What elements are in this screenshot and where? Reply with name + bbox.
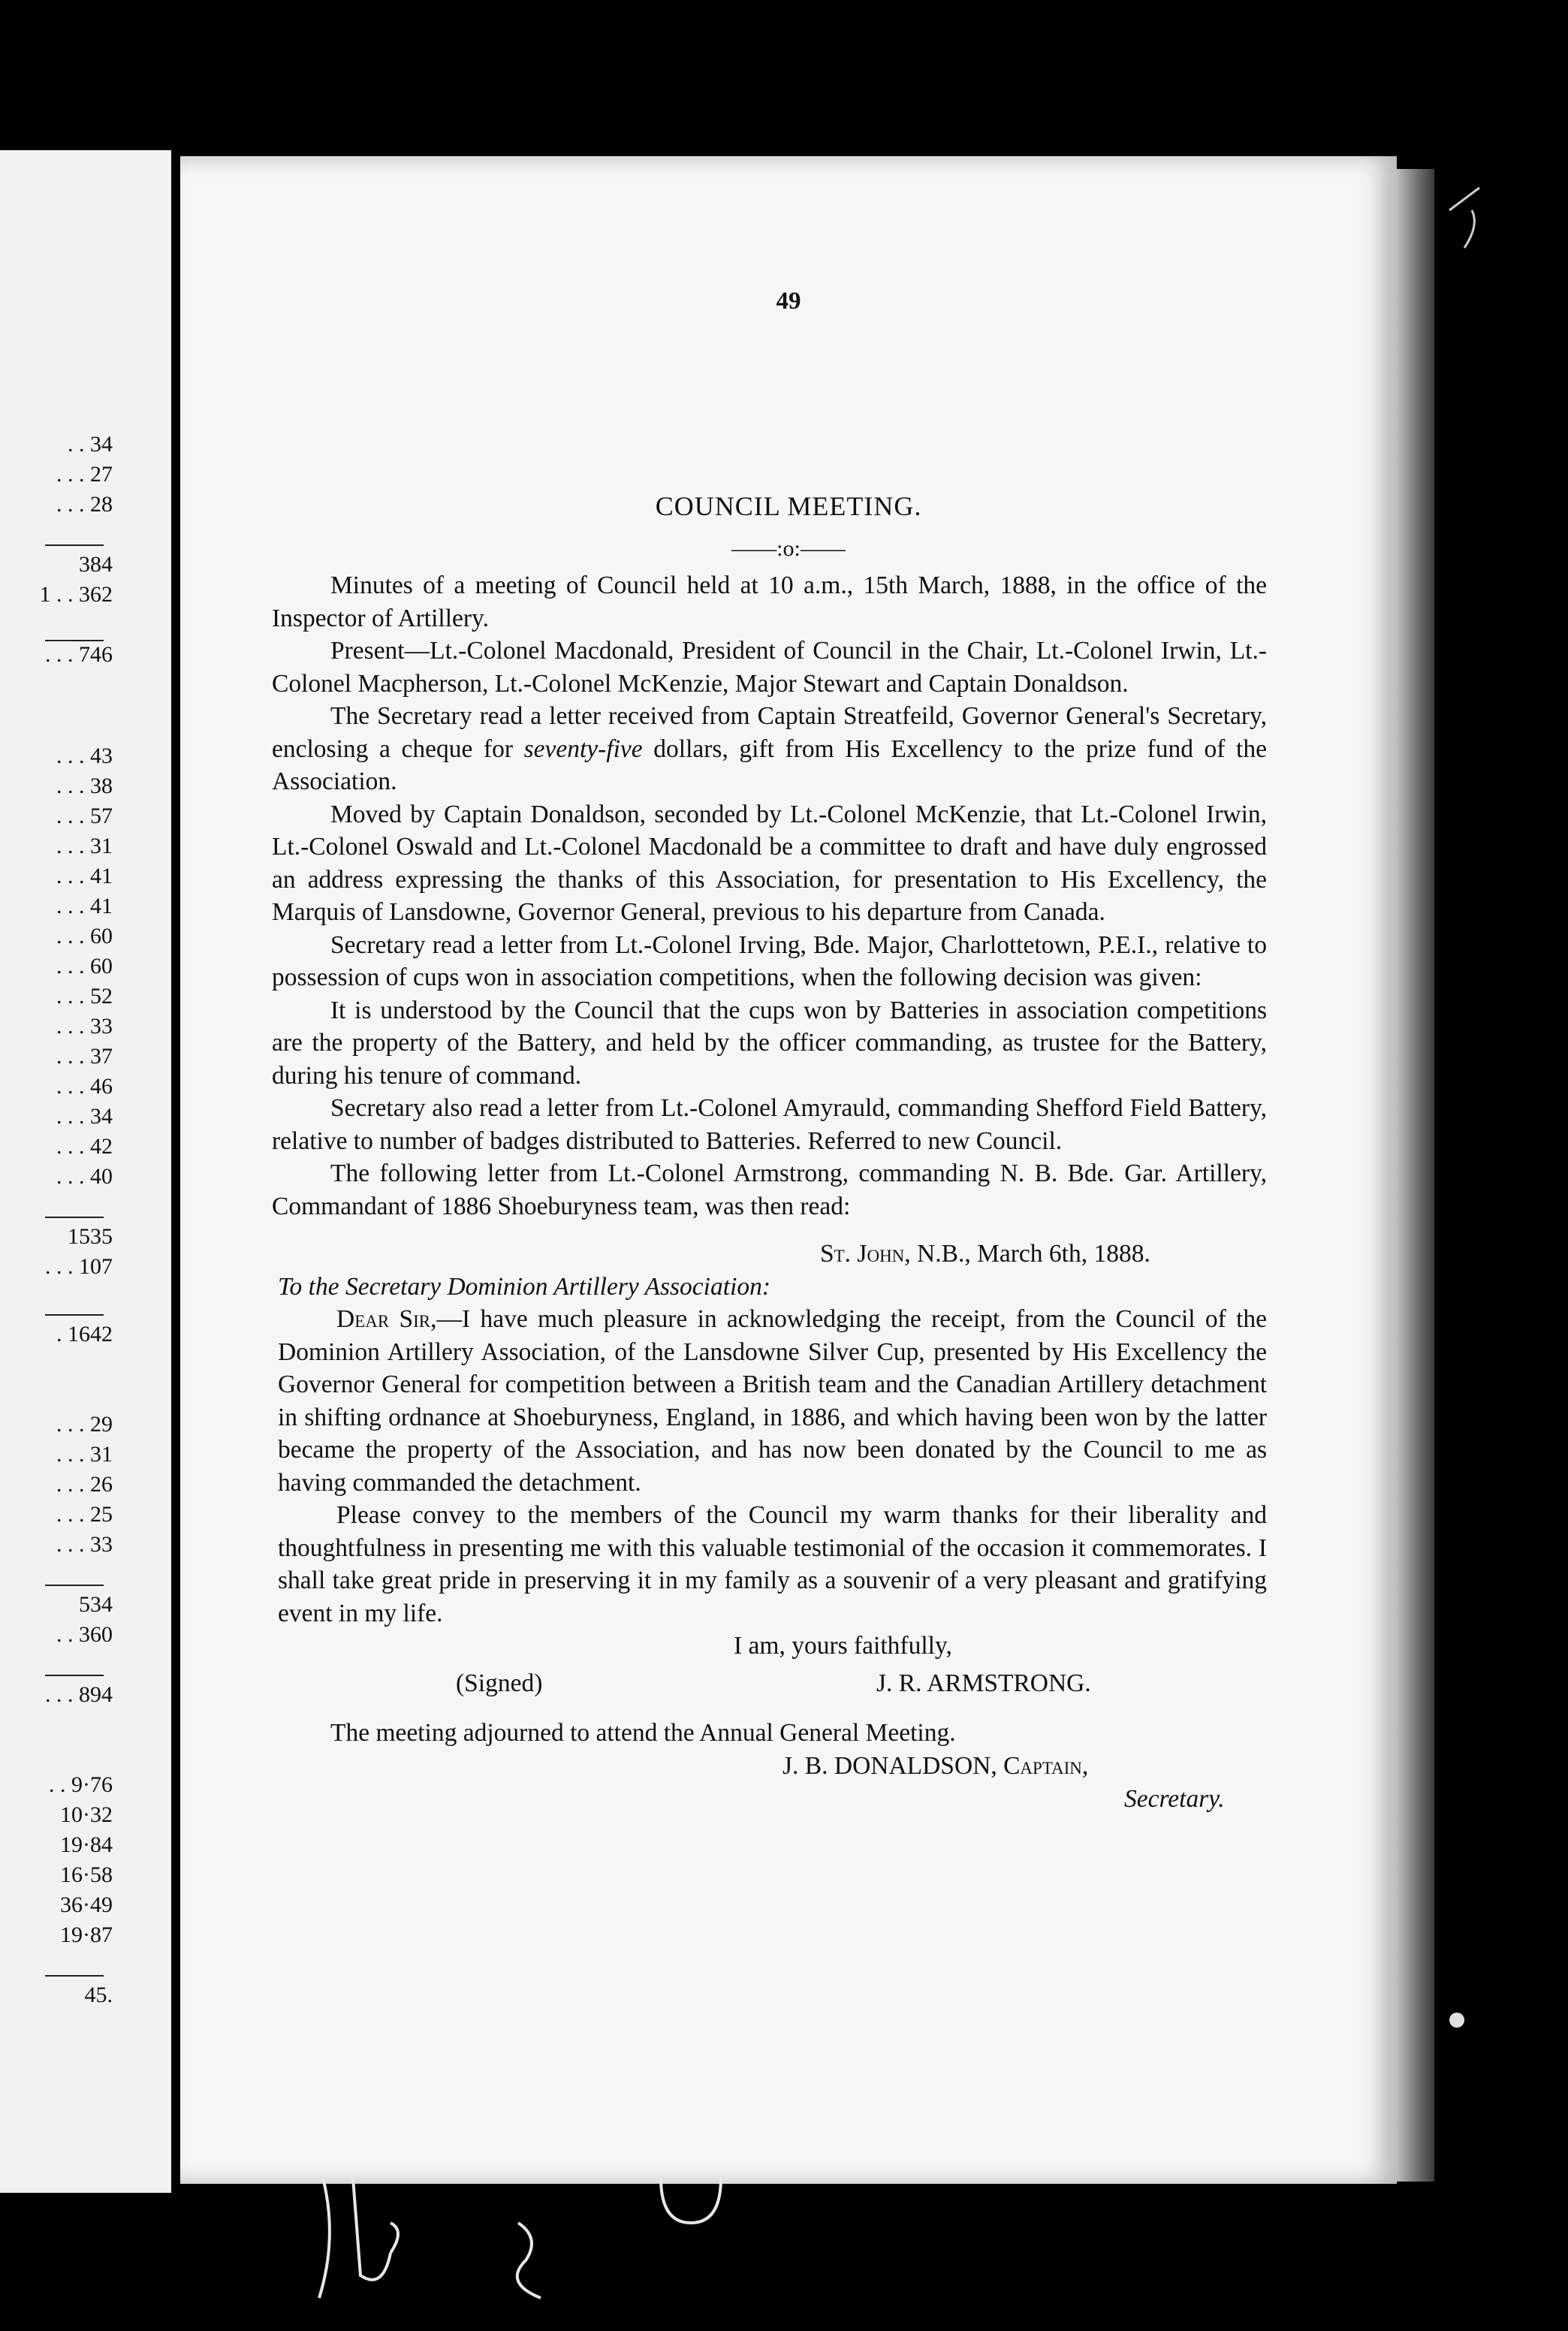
- left-page-row: . . . 26: [56, 1472, 113, 1497]
- left-page-row: 1535: [68, 1224, 113, 1249]
- left-page-row: 10·32: [60, 1802, 113, 1827]
- left-page-row: . . . 43: [56, 743, 113, 768]
- letter-addressee-text: To the Secretary Dominion Artillery Association:: [278, 1272, 770, 1301]
- left-page-row: . . . 33: [56, 1014, 113, 1039]
- left-page-row: . . . 31: [56, 834, 113, 858]
- letter-date: , N.B., March 6th, 1888.: [904, 1240, 1150, 1268]
- paragraph-irving-letter: Secretary read a letter from Lt.-Colonel Irving, Bde. Major, Charlottetown, P.E.I., relative to possession of cups won in association competitions, when the following decision was given:: [272, 930, 1267, 991]
- left-page-row: . . . 46: [56, 1074, 113, 1099]
- left-page-row: . . 360: [56, 1622, 113, 1647]
- paragraph-decision: It is understood by the Council that the cups won by Batteries in association competitions are the property of the Battery, and held by the officer commanding, as trustee for the Battery, during his tenure of command.: [272, 996, 1267, 1090]
- left-page-row: . . . 31: [56, 1442, 113, 1467]
- left-page-row: 45.: [84, 1983, 113, 2007]
- secretary-rank: Captain: [1003, 1751, 1082, 1780]
- signer-name: J. R. ARMSTRONG.: [876, 1669, 1091, 1697]
- left-page-row: . . . 746: [45, 642, 113, 667]
- secretary-title: Secretary.: [1124, 1784, 1225, 1813]
- left-page-row: . . . 40: [56, 1164, 113, 1189]
- left-page-row: 19·84: [60, 1832, 113, 1857]
- left-page-row: 534: [79, 1592, 113, 1617]
- left-page-row: 19·87: [60, 1922, 113, 1947]
- ornament-divider: ——:o:——: [731, 536, 846, 561]
- amount-italic: seventy-five: [523, 734, 643, 763]
- left-page-row: . . . 27: [56, 462, 113, 487]
- paragraph-armstrong-intro: The following letter from Lt.-Colonel Armstrong, commanding N. B. Bde. Gar. Artillery, Commandant of 1886 Shoeburyness team, was then read:: [272, 1159, 1267, 1220]
- left-page-row: . . . 42: [56, 1134, 113, 1159]
- paragraph-cheque-part-2: dollars, gift from His Excellency to the prize fund of the Association.: [272, 734, 1267, 795]
- left-page-row: . . . 37: [56, 1044, 113, 1069]
- left-page-row: . . . 34: [56, 1104, 113, 1129]
- left-page-row: . . . 25: [56, 1502, 113, 1527]
- left-page-row: . . . 33: [56, 1532, 113, 1557]
- left-page-row: . . 34: [68, 432, 113, 457]
- letter-closing: I am, yours faithfully,: [734, 1632, 952, 1660]
- left-page-row: . . . 41: [56, 864, 113, 888]
- left-page-row: . . . 60: [56, 954, 113, 979]
- left-page-row: . . . 57: [56, 804, 113, 828]
- paragraph-minutes: Minutes of a meeting of Council held at 10 a.m., 15th March, 1888, in the office of the Inspector of Artillery.: [272, 571, 1267, 632]
- left-page-row: . . . 41: [56, 894, 113, 918]
- letter-paragraph-1-text: ,—I have much pleasure in acknowledging the receipt, from the Council of the Dominion Artillery Association, of the Lansdowne Silver Cup, presented by His Excellency the Governor General for competition between a British team and the Canadian Artillery detachment in shifting ordnance at Shoeburyness, England, in 1886, and which having been won by the latter became the property of the Association, and has now been donated by the Council to me as having commanded the detachment.: [278, 1305, 1267, 1497]
- left-page-row: . . . 28: [56, 492, 113, 517]
- left-page-row: . . . 38: [56, 773, 113, 798]
- left-page-row: . . . 60: [56, 924, 113, 948]
- page-number: 49: [776, 288, 801, 315]
- paragraph-amyrauld-letter: Secretary also read a letter from Lt.-Colonel Amyrauld, commanding Shefford Field Battery, relative to number of badges distributed to Batteries. Referred to new Council.: [272, 1094, 1267, 1155]
- left-page-row: . . 9·76: [49, 1772, 113, 1797]
- secretary-name: J. B. DONALDSON,: [782, 1751, 1004, 1780]
- left-page-row: 16·58: [60, 1862, 113, 1887]
- left-page-row: . . . 52: [56, 984, 113, 1009]
- secretary-rank-comma: ,: [1081, 1751, 1089, 1780]
- letter-place: St. John: [820, 1240, 905, 1268]
- signed-label: (Signed): [456, 1669, 543, 1697]
- left-page-row: . . . 107: [45, 1254, 113, 1279]
- paragraph-cheque-part-1: The Secretary read a letter received from Captain Streatfeild, Governor General's Secretary, enclosing a cheque for: [272, 702, 1267, 763]
- letter-paragraph-2: Please convey to the members of the Council my warm thanks for their liberality and thoughtfulness in presenting me with this valuable testimonial of the occasion it commemorates. I shall take great pride in preserving it in my family as a souvenir of a very pleasant and gratifying event in my life.: [278, 1501, 1267, 1627]
- left-page-row: 36·49: [60, 1892, 113, 1917]
- paragraph-motion: Moved by Captain Donaldson, seconded by Lt.-Colonel McKenzie, that Lt.-Colonel Irwin, Lt.-Colonel Oswald and Lt.-Colonel Macdonald be a committee to draft and have duly engrossed an address expressing the thanks of this Association, for presentation to His Excellency, the Marquis of Lansdowne, Governor General, previous to his departure from Canada.: [272, 800, 1267, 926]
- adjourn-note: The meeting adjourned to attend the Annual General Meeting.: [330, 1719, 956, 1747]
- paragraph-present: Present—Lt.-Colonel Macdonald, President of Council in the Chair, Lt.-Colonel Irwin, Lt.-Colonel Macpherson, Lt.-Colonel McKenzie, Major Stewart and Captain Donaldson.: [272, 637, 1267, 698]
- salutation: Dear Sir: [336, 1305, 431, 1333]
- left-page-row: . . . 894: [45, 1682, 113, 1707]
- left-page-row: 1 . . 362: [39, 582, 113, 607]
- page-title: COUNCIL MEETING.: [655, 491, 922, 521]
- left-page-row: . . . 29: [56, 1412, 113, 1437]
- left-page-row: . 1642: [56, 1322, 113, 1346]
- left-page-row: 384: [79, 552, 113, 577]
